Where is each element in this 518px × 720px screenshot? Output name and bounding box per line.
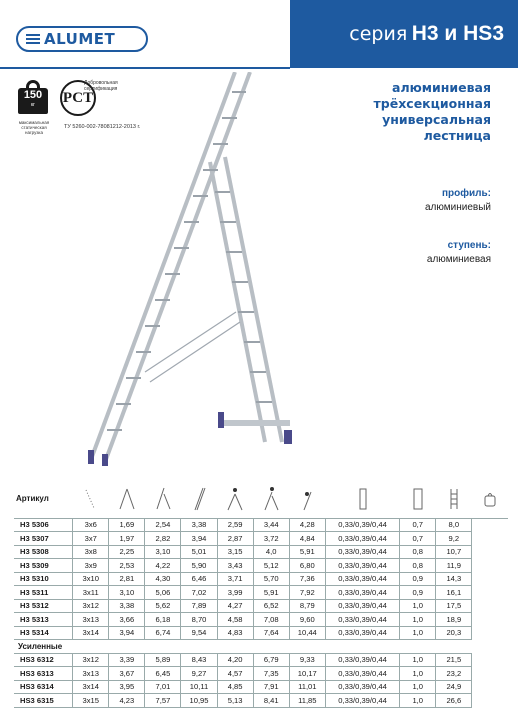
table-cell: 10,11 — [181, 680, 217, 694]
table-row — [14, 694, 508, 708]
table-cell: 3x8 — [73, 545, 109, 559]
table-cell: 3,99 — [217, 586, 253, 600]
table-cell: 16,1 — [436, 586, 472, 600]
tech-spec-number: ТУ 5260-002-78081212-2013 г. — [64, 124, 141, 130]
table-cell: 3x11 — [73, 586, 109, 600]
table-cell: 11,01 — [289, 680, 325, 694]
table-cell: 3x6 — [73, 518, 109, 532]
article-cell: H3 5306 — [14, 518, 73, 532]
table-cell: 1,0 — [400, 613, 436, 627]
series-models: H3 и HS3 — [411, 22, 504, 45]
table-cell: 24,9 — [436, 680, 472, 694]
table-cell: 2,54 — [145, 518, 181, 532]
table-cell: 1,0 — [400, 680, 436, 694]
table-cell: 3,66 — [109, 613, 145, 627]
a-frame-extended-icon — [145, 480, 181, 518]
title-line: универсальная — [382, 112, 491, 127]
table-cell: 0,33/0,39/0,44 — [325, 586, 399, 600]
table-cell: 10,17 — [289, 667, 325, 681]
table-cell: 23,2 — [436, 667, 472, 681]
table-cell: 3,94 — [181, 532, 217, 546]
weight-icon — [472, 480, 508, 518]
table-cell: 0,9 — [400, 586, 436, 600]
table-cell: 3,71 — [217, 572, 253, 586]
table-cell: 26,6 — [436, 694, 472, 708]
weight-icon — [18, 88, 48, 114]
table-cell: 3,39 — [109, 653, 145, 667]
steps-icon — [73, 480, 109, 518]
lean-height-icon — [181, 480, 217, 518]
table-cell: 2,82 — [145, 532, 181, 546]
table-row — [14, 653, 508, 667]
table-row — [14, 518, 508, 532]
article-cell: H3 5310 — [14, 572, 73, 586]
article-cell: H3 5313 — [14, 613, 73, 627]
table-cell: 0,33/0,39/0,44 — [325, 572, 399, 586]
table-cell: 4,27 — [217, 599, 253, 613]
spec-profile-value: алюминиевый — [424, 202, 491, 213]
table-cell: 7,92 — [289, 586, 325, 600]
table-row — [14, 559, 508, 573]
table-cell: 7,02 — [181, 586, 217, 600]
table-cell: 8,41 — [253, 694, 289, 708]
brand-name: ALUMET — [44, 30, 116, 48]
table-cell: 9,60 — [289, 613, 325, 627]
table-cell: 9,2 — [436, 532, 472, 546]
table-cell: 5,62 — [145, 599, 181, 613]
table-cell: 0,33/0,39/0,44 — [325, 532, 399, 546]
logo-mark-icon — [26, 33, 40, 45]
table-cell: 2,53 — [109, 559, 145, 573]
table-cell: 0,9 — [400, 572, 436, 586]
work-height-lean-icon — [289, 480, 325, 518]
table-cell: 0,8 — [400, 545, 436, 559]
table-cell: 6,52 — [253, 599, 289, 613]
table-cell: 8,70 — [181, 613, 217, 627]
article-cell: HS3 6313 — [14, 667, 73, 681]
table-cell: 4,30 — [145, 572, 181, 586]
table-cell: 6,74 — [145, 626, 181, 640]
table-cell: 2,59 — [217, 518, 253, 532]
table-cell: 3x7 — [73, 532, 109, 546]
title-line: трёхсекционная — [373, 96, 491, 111]
table-cell: 5,90 — [181, 559, 217, 573]
table-cell: 7,91 — [253, 680, 289, 694]
work-height-extended-icon — [253, 480, 289, 518]
article-cell: HS3 6314 — [14, 680, 73, 694]
table-cell: 17,5 — [436, 599, 472, 613]
table-cell: 3,10 — [145, 545, 181, 559]
table-cell: 7,08 — [253, 613, 289, 627]
table-cell: 3,94 — [109, 626, 145, 640]
table-cell: 4,83 — [217, 626, 253, 640]
table-cell: 3,72 — [253, 532, 289, 546]
table-row — [14, 586, 508, 600]
table-row — [14, 545, 508, 559]
table-cell: 0,33/0,39/0,44 — [325, 626, 399, 640]
table-cell: 0,33/0,39/0,44 — [325, 518, 399, 532]
table-cell: 7,64 — [253, 626, 289, 640]
table-cell: 3x14 — [73, 680, 109, 694]
table-cell: 9,33 — [289, 653, 325, 667]
table-cell: 18,9 — [436, 613, 472, 627]
ladder-illustration — [60, 72, 320, 472]
table-cell: 1,0 — [400, 653, 436, 667]
article-cell: H3 5308 — [14, 545, 73, 559]
table-cell: 3x14 — [73, 626, 109, 640]
table-cell: 4,0 — [253, 545, 289, 559]
table-cell: 3,38 — [181, 518, 217, 532]
table-cell: 1,0 — [400, 694, 436, 708]
table-cell: 3,10 — [109, 586, 145, 600]
brand-logo — [16, 26, 148, 52]
certification-label: Добровольная сертификация — [84, 80, 118, 92]
table-cell: 2,81 — [109, 572, 145, 586]
profile-section-icon — [325, 480, 399, 518]
table-cell: 2,25 — [109, 545, 145, 559]
table-cell: 4,57 — [217, 667, 253, 681]
folded-length-icon — [400, 480, 436, 518]
table-row — [14, 532, 508, 546]
table-cell: 21,5 — [436, 653, 472, 667]
table-cell: 6,18 — [145, 613, 181, 627]
table-cell: 8,0 — [436, 518, 472, 532]
table-cell: 11,9 — [436, 559, 472, 573]
table-cell: 4,22 — [145, 559, 181, 573]
table-row — [14, 667, 508, 681]
article-cell: HS3 6312 — [14, 653, 73, 667]
table-cell: 3x13 — [73, 667, 109, 681]
table-cell: 5,01 — [181, 545, 217, 559]
table-cell: 7,89 — [181, 599, 217, 613]
max-load-label: максимальная статическая нагрузка — [18, 120, 50, 135]
table-row — [14, 572, 508, 586]
article-cell: H3 5314 — [14, 626, 73, 640]
table-cell: 1,0 — [400, 626, 436, 640]
table-cell: 4,23 — [109, 694, 145, 708]
table-cell: 5,91 — [289, 545, 325, 559]
table-cell: 3x13 — [73, 613, 109, 627]
table-cell: 8,79 — [289, 599, 325, 613]
work-height-a-frame-icon — [217, 480, 253, 518]
series-prefix: серия — [349, 23, 408, 45]
table-cell: 1,97 — [109, 532, 145, 546]
spec-step-value: алюминиевая — [426, 254, 491, 265]
table-cell: 3x12 — [73, 653, 109, 667]
table-cell: 5,06 — [145, 586, 181, 600]
max-load-unit: кг — [30, 102, 35, 108]
table-cell: 0,33/0,39/0,44 — [325, 613, 399, 627]
table-cell: 20,3 — [436, 626, 472, 640]
table-cell: 5,13 — [217, 694, 253, 708]
spec-step-heading: ступень: — [447, 240, 491, 251]
article-header: Артикул — [14, 480, 73, 518]
spec-profile-heading: профиль: — [442, 188, 491, 199]
table-cell: 3,67 — [109, 667, 145, 681]
title-line: алюминиевая — [392, 80, 491, 95]
article-cell: HS3 6315 — [14, 694, 73, 708]
table-cell: 7,01 — [145, 680, 181, 694]
table-header-row — [14, 480, 508, 518]
max-load-badge — [16, 80, 50, 122]
table-cell: 0,33/0,39/0,44 — [325, 559, 399, 573]
section-row — [14, 640, 508, 654]
table-row — [14, 626, 508, 640]
max-load-value: 150 — [23, 89, 43, 101]
table-cell: 0,33/0,39/0,44 — [325, 599, 399, 613]
article-cell: H3 5311 — [14, 586, 73, 600]
title-line: лестница — [423, 128, 491, 143]
table-cell: 0,33/0,39/0,44 — [325, 653, 399, 667]
table-cell: 6,46 — [181, 572, 217, 586]
table-cell: 6,45 — [145, 667, 181, 681]
table-cell: 7,57 — [145, 694, 181, 708]
table-cell: 10,95 — [181, 694, 217, 708]
table-row — [14, 599, 508, 613]
table-cell: 5,70 — [253, 572, 289, 586]
table-cell: 3,95 — [109, 680, 145, 694]
table-cell: 4,85 — [217, 680, 253, 694]
article-cell: H3 5309 — [14, 559, 73, 573]
table-cell: 3,15 — [217, 545, 253, 559]
table-cell: 7,36 — [289, 572, 325, 586]
ladder-width-icon — [436, 480, 472, 518]
table-cell: 5,12 — [253, 559, 289, 573]
header-rule — [0, 67, 290, 69]
section-label: Усиленные — [18, 641, 63, 651]
table-cell: 4,28 — [289, 518, 325, 532]
table-cell: 5,89 — [145, 653, 181, 667]
table-cell: 0,33/0,39/0,44 — [325, 545, 399, 559]
table-cell: 8,43 — [181, 653, 217, 667]
table-cell: 3x12 — [73, 599, 109, 613]
table-cell: 3x10 — [73, 572, 109, 586]
table-cell: 9,27 — [181, 667, 217, 681]
table-cell: 9,54 — [181, 626, 217, 640]
series-banner — [290, 0, 518, 68]
table-cell: 0,33/0,39/0,44 — [325, 680, 399, 694]
table-cell: 0,8 — [400, 559, 436, 573]
spec-table — [14, 480, 508, 708]
table-cell: 1,0 — [400, 599, 436, 613]
article-cell: H3 5307 — [14, 532, 73, 546]
table-cell: 3,44 — [253, 518, 289, 532]
table-cell: 3x9 — [73, 559, 109, 573]
table-cell: 2,87 — [217, 532, 253, 546]
table-cell: 6,79 — [253, 653, 289, 667]
table-cell: 4,84 — [289, 532, 325, 546]
product-title — [374, 80, 491, 144]
article-cell: H3 5312 — [14, 599, 73, 613]
table-cell: 6,80 — [289, 559, 325, 573]
table-cell: 0,33/0,39/0,44 — [325, 694, 399, 708]
certification-mark: РСТ — [60, 80, 96, 116]
table-cell: 14,3 — [436, 572, 472, 586]
table-cell: 11,85 — [289, 694, 325, 708]
table-row — [14, 680, 508, 694]
table-cell: 0,7 — [400, 518, 436, 532]
table-cell: 1,0 — [400, 667, 436, 681]
table-cell: 3x15 — [73, 694, 109, 708]
table-cell: 3,38 — [109, 599, 145, 613]
table-row — [14, 613, 508, 627]
table-cell: 5,91 — [253, 586, 289, 600]
table-cell: 1,69 — [109, 518, 145, 532]
table-cell: 10,44 — [289, 626, 325, 640]
table-cell: 0,7 — [400, 532, 436, 546]
a-frame-height-icon — [109, 480, 145, 518]
table-cell: 4,58 — [217, 613, 253, 627]
table-cell: 7,35 — [253, 667, 289, 681]
table-cell: 0,33/0,39/0,44 — [325, 667, 399, 681]
table-cell: 4,20 — [217, 653, 253, 667]
table-cell: 10,7 — [436, 545, 472, 559]
table-cell: 3,43 — [217, 559, 253, 573]
